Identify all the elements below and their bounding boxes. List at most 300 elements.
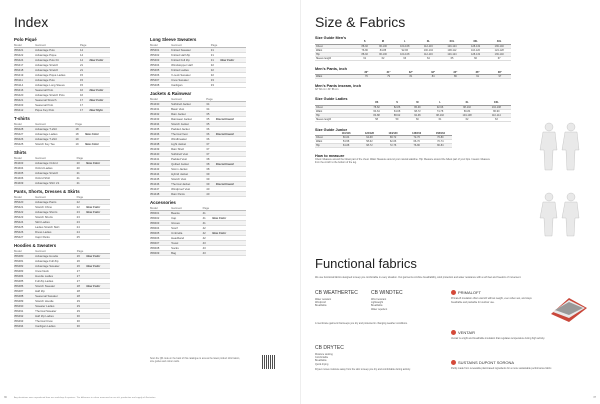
table-cell: 356490 — [14, 304, 35, 309]
table-cell: Oxford Shirt — [35, 176, 76, 181]
column-header: XL — [452, 101, 481, 105]
table-cell: 58 — [366, 117, 386, 121]
table-cell: 354437 — [150, 137, 171, 142]
table-cell: 25 — [77, 235, 87, 240]
table-cell: 61 — [428, 117, 453, 121]
table-cell: Windstopper Half — [171, 63, 211, 68]
table-cell: 356492 — [14, 314, 35, 319]
table-cell: 355423 — [14, 215, 35, 220]
table-cell: Advantage T-shirt — [35, 127, 75, 132]
table-cell: Oxford Ladies — [35, 166, 76, 171]
table-cell: 42 — [203, 236, 213, 241]
table-cell: Advantage Oxford — [35, 161, 76, 166]
table-cell: Advantage Pants — [35, 200, 77, 205]
table-cell: Rain Jacket — [171, 112, 206, 117]
drytec-text: Drytec moves moisture away from the skin to keep you dry and comfortable during activity. — [315, 367, 411, 371]
table-cell: 356424 — [14, 58, 35, 63]
table-cell: 36 — [206, 127, 216, 132]
table-cell: 70-74 — [429, 140, 453, 144]
footer-text: Any deviations were reproduced from our workshop & repairers. The difference in colour measured on our ink, production and supply of illustration — [14, 397, 156, 399]
table-cell: 40 — [206, 192, 216, 197]
column-header: 32" — [400, 71, 422, 75]
status-badge: New Color — [220, 58, 246, 63]
table-cell: Hybrid Jacket — [171, 172, 206, 177]
table-cell: 29 — [77, 299, 87, 304]
table-cell: Stretch Key Tee — [35, 142, 75, 147]
row-label: Hip — [315, 52, 357, 56]
table-cell: Crew Sweater — [171, 78, 211, 83]
column-header: Model — [150, 206, 171, 211]
table-cell: 27 — [77, 269, 87, 274]
table-cell: Stretch Vest — [171, 177, 206, 182]
column-header: XS — [366, 101, 386, 105]
table-cell: 76 — [355, 75, 377, 79]
table-cell: Stretch Chino — [35, 205, 77, 210]
table-cell: 14 — [80, 48, 90, 53]
table-cell: 37 — [206, 152, 216, 157]
column-header: 146/152 — [405, 132, 429, 136]
table-cell: 30 — [77, 324, 87, 329]
table-cell: 356416 — [14, 88, 35, 93]
column-header: Page — [77, 249, 87, 254]
table-cell: 97 — [489, 75, 511, 79]
table-cell: 98-102 — [428, 113, 453, 117]
table-cell: Knitted Ladies — [171, 68, 211, 73]
status-badge — [220, 83, 246, 88]
table-cell: 81 — [400, 75, 422, 79]
table-cell: 62 — [373, 56, 393, 60]
table-row — [150, 192, 246, 197]
table-cell: 354446 — [150, 182, 171, 187]
table-cell: 358408 — [150, 246, 171, 251]
table-cell: 72-76 — [405, 136, 429, 140]
table-cell: 32 — [211, 73, 221, 78]
section-title: Size Guide Junior — [315, 127, 348, 132]
table-cell: 354403 — [14, 161, 35, 166]
table-cell: Skirt Ladies — [35, 220, 77, 225]
table-cell: 76-80 — [405, 144, 429, 148]
column-header: Garment — [35, 195, 77, 200]
table-cell: 15 — [80, 78, 90, 83]
table-row — [14, 108, 110, 113]
howto-text: Chest: Measure around the fullest part of the chest. Waist: Measure around your natural waistline. Hip: Measure around the fullest part of your hips. Inseam: Measure from the crotch to the bottom of the leg. — [315, 158, 490, 165]
table-cell: 354439 — [150, 147, 171, 152]
table-cell: 355421 — [14, 205, 35, 210]
table-cell: 23 — [77, 210, 87, 215]
table-cell: 356486 — [14, 284, 35, 289]
table-cell: 61 — [357, 56, 373, 60]
table-cell: 356421 — [14, 98, 35, 103]
row-label: Chest — [315, 105, 366, 109]
column-header: Model — [14, 43, 35, 48]
table-cell: 100-104 — [417, 48, 441, 52]
table-cell: 355424 — [14, 220, 35, 225]
column-header: 134/140 — [381, 132, 405, 136]
table-cell: 356489 — [14, 299, 35, 304]
table-cell: Crew Neck — [35, 269, 77, 274]
status-badge — [212, 251, 246, 256]
status-badge — [86, 235, 110, 240]
table-cell: 66 — [464, 56, 488, 60]
table-cell: 39 — [206, 177, 216, 182]
table-cell: 354436 — [150, 132, 171, 137]
table-cell: 136-140 — [487, 52, 511, 56]
column-header: Page — [211, 43, 221, 48]
table-cell: 28 — [77, 289, 87, 294]
table-cell: 38 — [206, 167, 216, 172]
section-title: Men's Pants, inch — [315, 66, 347, 71]
table-cell: Stretch Jacket — [171, 122, 206, 127]
column-header: 4XL — [487, 40, 511, 44]
column-header: Garment — [35, 249, 77, 254]
table-cell: 355405 — [150, 68, 171, 73]
table-cell: 43 — [203, 251, 213, 256]
table-cell: 84-88 — [366, 113, 386, 117]
table-cell: 59 — [387, 117, 407, 121]
mens-pants-table — [315, 71, 511, 80]
table-cell: Advantage Polo — [35, 48, 80, 53]
table-cell: 33 — [211, 78, 221, 83]
table-cell: Half Zip — [35, 289, 77, 294]
status-badge: Discontinued — [216, 132, 246, 137]
status-badge — [216, 192, 246, 197]
table-cell: Dress Ladies — [35, 230, 77, 235]
table-cell: Hoodie Ladies — [35, 274, 77, 279]
table-cell: 92-96 — [407, 113, 427, 117]
row-label: Waist — [315, 109, 366, 113]
column-header: M — [407, 101, 427, 105]
table-cell: Thermal Jacket — [171, 182, 206, 187]
table-cell: Socks — [171, 246, 203, 251]
size-fabrics-page — [300, 0, 600, 404]
table-cell: 17 — [80, 98, 90, 103]
column-header: Garment — [171, 97, 206, 102]
column-header: XXL — [440, 40, 464, 44]
table-cell: 354434 — [150, 122, 171, 127]
status-badge: New Color — [85, 142, 110, 147]
table-cell: 74-78 — [428, 109, 453, 113]
column-header: S — [387, 101, 407, 105]
table-cell: 354405 — [14, 171, 35, 176]
table-cell: Advantage Stretch — [35, 171, 76, 176]
partner-ventair — [451, 330, 591, 341]
fabric-bullet: Water repellent — [371, 307, 388, 311]
partner-text: PrimaLoft insulation offers warmth without weight, even when wet, and stays breathable and packable for outdoor use. — [451, 297, 532, 304]
table-cell: 35 — [206, 122, 216, 127]
index-section-title: Accessories — [150, 200, 176, 205]
table-cell: 356422 — [14, 53, 35, 58]
table-cell: 84-88 — [373, 48, 393, 52]
table-cell: 35 — [206, 117, 216, 122]
column-header: L — [393, 40, 417, 44]
table-cell: 355420 — [14, 200, 35, 205]
table-cell: 355422 — [14, 210, 35, 215]
table-cell: 356418 — [14, 68, 35, 73]
table-cell: 112-116 — [417, 44, 441, 48]
table-cell: 31 — [211, 58, 221, 63]
table-cell: 39 — [206, 172, 216, 177]
table-cell: 358404 — [150, 226, 171, 231]
table-cell: 39 — [206, 182, 216, 187]
table-cell: 136-140 — [487, 44, 511, 48]
table-cell: Pique Key Polo — [35, 108, 80, 113]
table-cell: Light Jacket — [171, 142, 206, 147]
fabric-name: CB DRYTEC — [315, 345, 344, 351]
table-cell: Scarf — [171, 226, 203, 231]
table-cell: 36 — [206, 137, 216, 142]
fabric-bullet: Moisture wicking — [315, 353, 333, 356]
table-cell: 79 — [377, 75, 399, 79]
fabric-bullet: Water resistant — [315, 298, 331, 301]
table-cell: 68-72 — [407, 109, 427, 113]
table-cell: Windproof Vest — [171, 187, 206, 192]
table-cell: Advantage Pique — [35, 53, 80, 58]
column-header: Page — [80, 43, 90, 48]
status-badge: New Style — [90, 108, 110, 113]
status-badge — [86, 181, 110, 186]
table-cell: 120-124 — [440, 44, 464, 48]
table-cell: 356488 — [14, 294, 35, 299]
table-cell: 20 — [77, 166, 87, 171]
table-cell: 41 — [203, 216, 213, 221]
table-cell: Advantage Full Zip — [35, 259, 77, 264]
table-cell: 27 — [77, 279, 87, 284]
table-cell: 34 — [206, 102, 216, 107]
table-cell: 108-112 — [440, 48, 464, 52]
table-cell: 354404 — [14, 166, 35, 171]
table-cell: Advantage Ladies — [35, 132, 75, 137]
fabric-bullet: Breathable — [315, 304, 327, 308]
partner-text: Ventair is a light and breathable insulation that regulates temperature during high activity. — [451, 337, 545, 341]
status-badge: New Color — [212, 231, 246, 236]
partner-name: VENTAIR — [458, 330, 476, 335]
table-cell: Thermal Sweater — [35, 309, 77, 314]
table-cell: 16 — [80, 88, 90, 93]
table-cell: 64-68 — [387, 109, 407, 113]
sorona-logo-icon — [451, 360, 456, 365]
table-cell: 354435 — [150, 127, 171, 132]
table-cell: 354443 — [150, 167, 171, 172]
table-cell: Seasonal Stretch — [35, 98, 80, 103]
table-cell: 18 — [75, 127, 85, 132]
fabric-windtec — [371, 290, 421, 311]
index-table — [150, 43, 246, 88]
table-cell: 27 — [77, 274, 87, 279]
table-cell: Seasonal Polo — [35, 103, 80, 108]
table-cell: 124-128 — [487, 48, 511, 52]
table-cell: 354438 — [150, 142, 171, 147]
table-cell: 86-90 — [482, 109, 511, 113]
index-column-2 — [150, 34, 246, 256]
ladies-body-figure — [531, 120, 587, 176]
table-cell: 88-92 — [357, 44, 373, 48]
table-cell: 356487 — [14, 289, 35, 294]
table-cell: 14 — [80, 53, 90, 58]
table-cell: 96-100 — [373, 52, 393, 56]
index-table — [14, 122, 110, 147]
table-cell: 355403 — [150, 58, 171, 63]
table-row — [315, 117, 511, 121]
table-cell: 356484 — [14, 274, 35, 279]
table-cell: 356491 — [14, 309, 35, 314]
index-section-title: Pants, Shorts, Dresses & Skirts — [14, 189, 80, 194]
table-cell: Cap — [171, 216, 203, 221]
table-cell: 358402 — [150, 216, 171, 221]
table-cell: 26 — [77, 259, 87, 264]
table-cell: 22 — [77, 200, 87, 205]
page-number: 36 — [4, 396, 7, 399]
table-cell: 354447 — [150, 187, 171, 192]
column-header: XL — [417, 40, 441, 44]
table-cell: 356425 — [14, 142, 35, 147]
fabric-bullet: Windproof — [315, 301, 326, 305]
section-title: Men's Pants inseam, inch — [315, 84, 362, 88]
column-header: L — [428, 101, 453, 105]
table-cell: 354448 — [150, 192, 171, 197]
table-cell: 358407 — [150, 241, 171, 246]
table-cell: 116-120 — [464, 48, 488, 52]
table-cell: 86-90 — [407, 105, 427, 109]
table-cell: 82-86 — [387, 105, 407, 109]
table-cell: Softshell Vest — [171, 152, 206, 157]
table-cell: 60-64 — [335, 136, 358, 140]
index-section-title: T-shirts — [14, 116, 30, 121]
table-cell: Seasonal Polo — [35, 88, 80, 93]
table-cell: 88-92 — [357, 52, 373, 56]
table-cell: 29 — [77, 309, 87, 314]
column-header: Garment — [35, 122, 75, 127]
table-cell: 40 — [206, 187, 216, 192]
table-cell: 29 — [77, 304, 87, 309]
table-cell: Advantage Sweater — [35, 264, 77, 269]
table-cell: 356428 — [14, 127, 35, 132]
column-header: 36" — [466, 71, 488, 75]
column-header: 33" — [422, 71, 444, 75]
status-badge — [86, 324, 110, 329]
table-cell: 33 — [211, 83, 221, 88]
column-header: Garment — [171, 206, 203, 211]
table-cell: 38 — [206, 157, 216, 162]
table-cell: Seasonal Sweater — [35, 294, 77, 299]
column-header: 110/116 — [335, 132, 358, 136]
column-header: 38" — [489, 71, 511, 75]
table-cell: 31 — [211, 48, 221, 53]
row-label: Sleeve length — [315, 56, 357, 60]
table-cell: Towel — [171, 241, 203, 246]
status-badge: New Color — [86, 254, 110, 259]
column-header: Model — [150, 97, 171, 102]
table-cell: 26 — [77, 254, 87, 259]
table-cell: 356494 — [14, 324, 35, 329]
table-cell: 64-68 — [358, 136, 382, 140]
table-cell: Advantage Hoodie — [35, 254, 77, 259]
table-cell: 358409 — [150, 251, 171, 256]
table-cell: 58-62 — [358, 140, 382, 144]
table-cell: 358403 — [150, 221, 171, 226]
table-cell: 356403 — [14, 103, 35, 108]
fabric-bullet: Breathable — [371, 304, 383, 308]
table-cell: 41 — [203, 221, 213, 226]
table-row — [315, 56, 511, 60]
table-cell: 15 — [80, 83, 90, 88]
table-cell: 355404 — [150, 63, 171, 68]
column-header: S — [357, 40, 373, 44]
table-cell: 355406 — [150, 73, 171, 78]
column-header: Model — [14, 122, 35, 127]
column-header: M — [373, 40, 393, 44]
table-cell: 42 — [203, 231, 213, 236]
inseam-values: 32" 82 cm / 34" 86 cm — [315, 88, 339, 91]
table-cell: 358406 — [150, 236, 171, 241]
table-cell: 110-114 — [482, 113, 511, 117]
table-row — [14, 235, 110, 240]
status-badge: New Color — [86, 205, 110, 210]
status-badge: New Color — [90, 88, 110, 93]
status-badge: New Color — [86, 264, 110, 269]
table-cell: 23 — [77, 220, 87, 225]
table-cell: 76-80 — [357, 48, 373, 52]
table-cell: 21 — [80, 63, 90, 68]
fabric-layers-illustration — [549, 294, 589, 324]
partner-name: SUSTAINS DUPONT SORONA — [458, 360, 515, 365]
table-cell: 60-64 — [366, 109, 386, 113]
status-badge: New Color — [212, 216, 246, 221]
table-cell: Cardigan Ladies — [35, 324, 77, 329]
fabric-name: CB WEATHERTEC — [315, 290, 358, 296]
partner-name: PRIMALOFT — [458, 290, 481, 295]
fabric-weathertec — [315, 290, 365, 308]
table-cell: Umbrella — [171, 231, 203, 236]
table-cell: 104-108 — [393, 52, 417, 56]
index-section-title: Jackets & Rainwear — [150, 91, 192, 96]
table-row — [315, 144, 452, 148]
table-cell: Knitted Sweater — [171, 48, 211, 53]
table-cell: 356420 — [14, 93, 35, 98]
table-cell: 72-76 — [381, 144, 405, 148]
index-table — [150, 206, 246, 256]
column-header: Garment — [35, 43, 80, 48]
table-cell: Gloves — [171, 221, 203, 226]
table-cell: 42 — [203, 226, 213, 231]
table-cell: Advantage T-shirt — [35, 137, 75, 142]
table-cell: 22 — [77, 205, 87, 210]
table-cell: 356114 — [14, 83, 35, 88]
table-cell: Beanie — [171, 211, 203, 216]
table-cell: 92-96 — [393, 48, 417, 52]
table-row — [150, 83, 246, 88]
table-cell: Rain Pants — [171, 192, 206, 197]
table-cell: 34 — [206, 107, 216, 112]
table-cell: 355401 — [150, 48, 171, 53]
index-section-title: Shirts — [14, 150, 27, 155]
weathertec-text: A membrane garment that keeps you dry and protected in changing weather conditions. — [315, 322, 408, 325]
table-cell: 24 — [77, 225, 87, 230]
status-badge: Discontinued — [216, 182, 246, 187]
table-cell: 68-72 — [358, 144, 382, 148]
table-cell: Padded Jacket — [171, 127, 206, 132]
column-header: 158/164 — [429, 132, 453, 136]
table-cell: Capri Pants — [35, 235, 77, 240]
table-cell: 68-72 — [381, 136, 405, 140]
table-cell: 358405 — [150, 231, 171, 236]
section-title: Size Guide Men's — [315, 36, 347, 40]
status-badge: New Color — [86, 210, 110, 215]
table-cell: Stretch Shorts — [35, 215, 77, 220]
qr-note: Scan the QR code on the back of this catalogue to access the latest product information, size guides and colour cards. — [150, 358, 240, 363]
table-cell: Basic Vest — [171, 107, 206, 112]
table-cell: Softshell Jacket — [171, 102, 206, 107]
table-cell: 355407 — [150, 78, 171, 83]
